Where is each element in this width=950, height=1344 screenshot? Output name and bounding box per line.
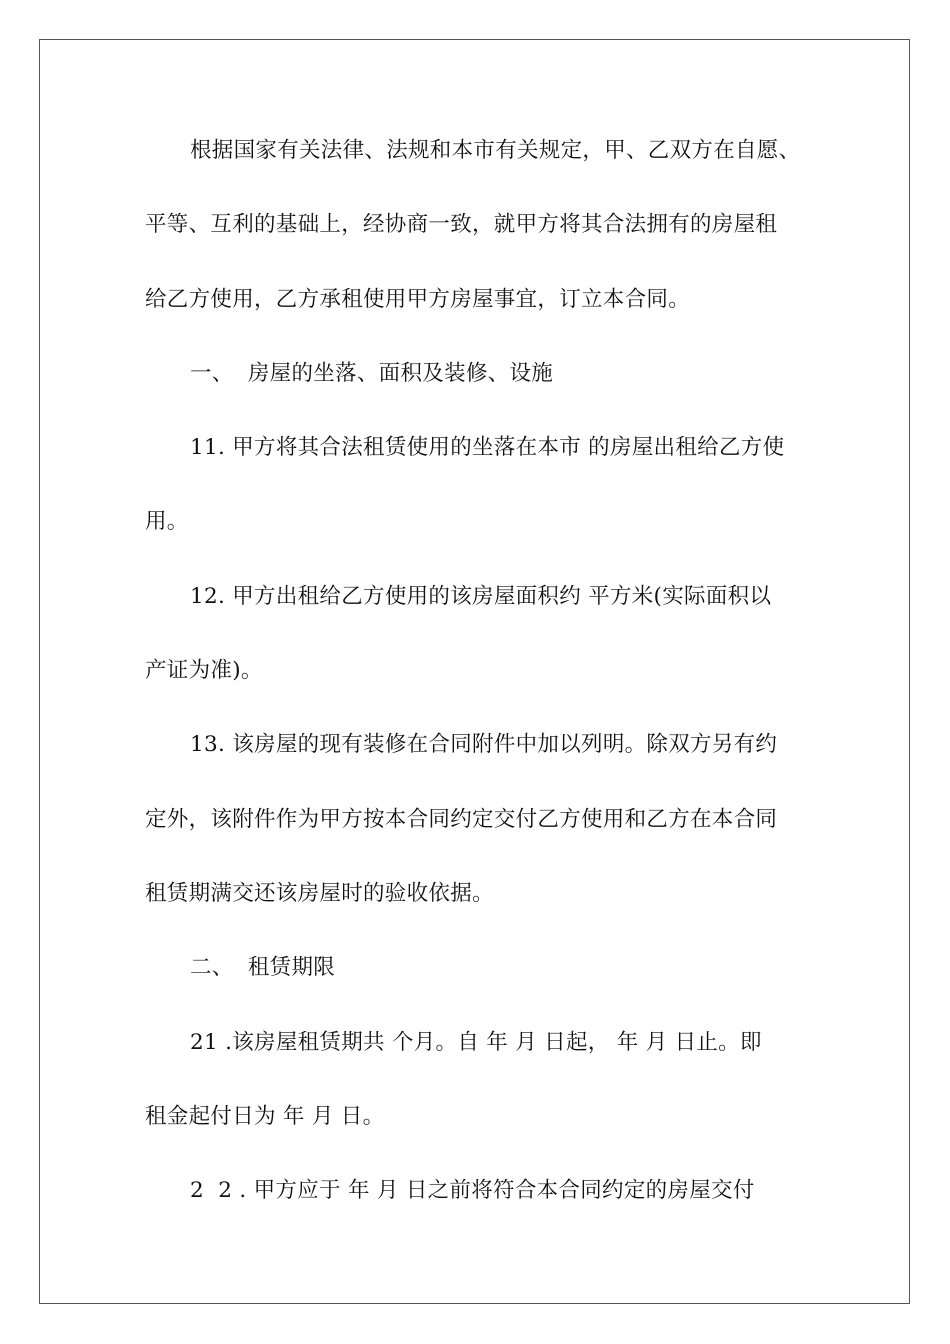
paragraph-line-2: 平等、互利的基础上，经协商一致，就甲方将其合法拥有的房屋租	[145, 212, 778, 237]
clause-21-line-2: 租金起付日为 年 月 日。	[145, 1104, 385, 1129]
clause-13-line-1: 13. 该房屋的现有装修在合同附件中加以列明。除双方另有约	[190, 732, 778, 757]
clause-21-line-1: 21 .该房屋租赁期共 个月。自 年 月 日起， 年 月 日止。即	[190, 1030, 762, 1055]
clause-11-line-2: 用。	[145, 509, 189, 534]
clause-12-line-2: 产证为准)。	[145, 658, 263, 683]
section-heading-2: 二、 租赁期限	[190, 955, 336, 980]
section-heading-1: 一、 房屋的坐落、面积及装修、设施	[190, 361, 554, 386]
clause-11-line-1: 11. 甲方将其合法租赁使用的坐落在本市 的房屋出租给乙方使	[190, 435, 785, 460]
paragraph-line-1: 根据国家有关法律、法规和本市有关规定，甲、乙双方在自愿、	[190, 138, 801, 163]
clause-13-line-3: 租赁期满交还该房屋时的验收依据。	[145, 881, 494, 906]
clause-12-line-1: 12. 甲方出租给乙方使用的该房屋面积约 平方米(实际面积以	[190, 584, 772, 609]
clause-13-line-2: 定外，该附件作为甲方按本合同约定交付乙方使用和乙方在本合同	[145, 807, 778, 832]
clause-22-line-1: 2 2 . 甲方应于 年 月 日之前将符合本合同约定的房屋交付	[190, 1178, 755, 1203]
paragraph-line-3: 给乙方使用，乙方承租使用甲方房屋事宜，订立本合同。	[145, 287, 691, 312]
